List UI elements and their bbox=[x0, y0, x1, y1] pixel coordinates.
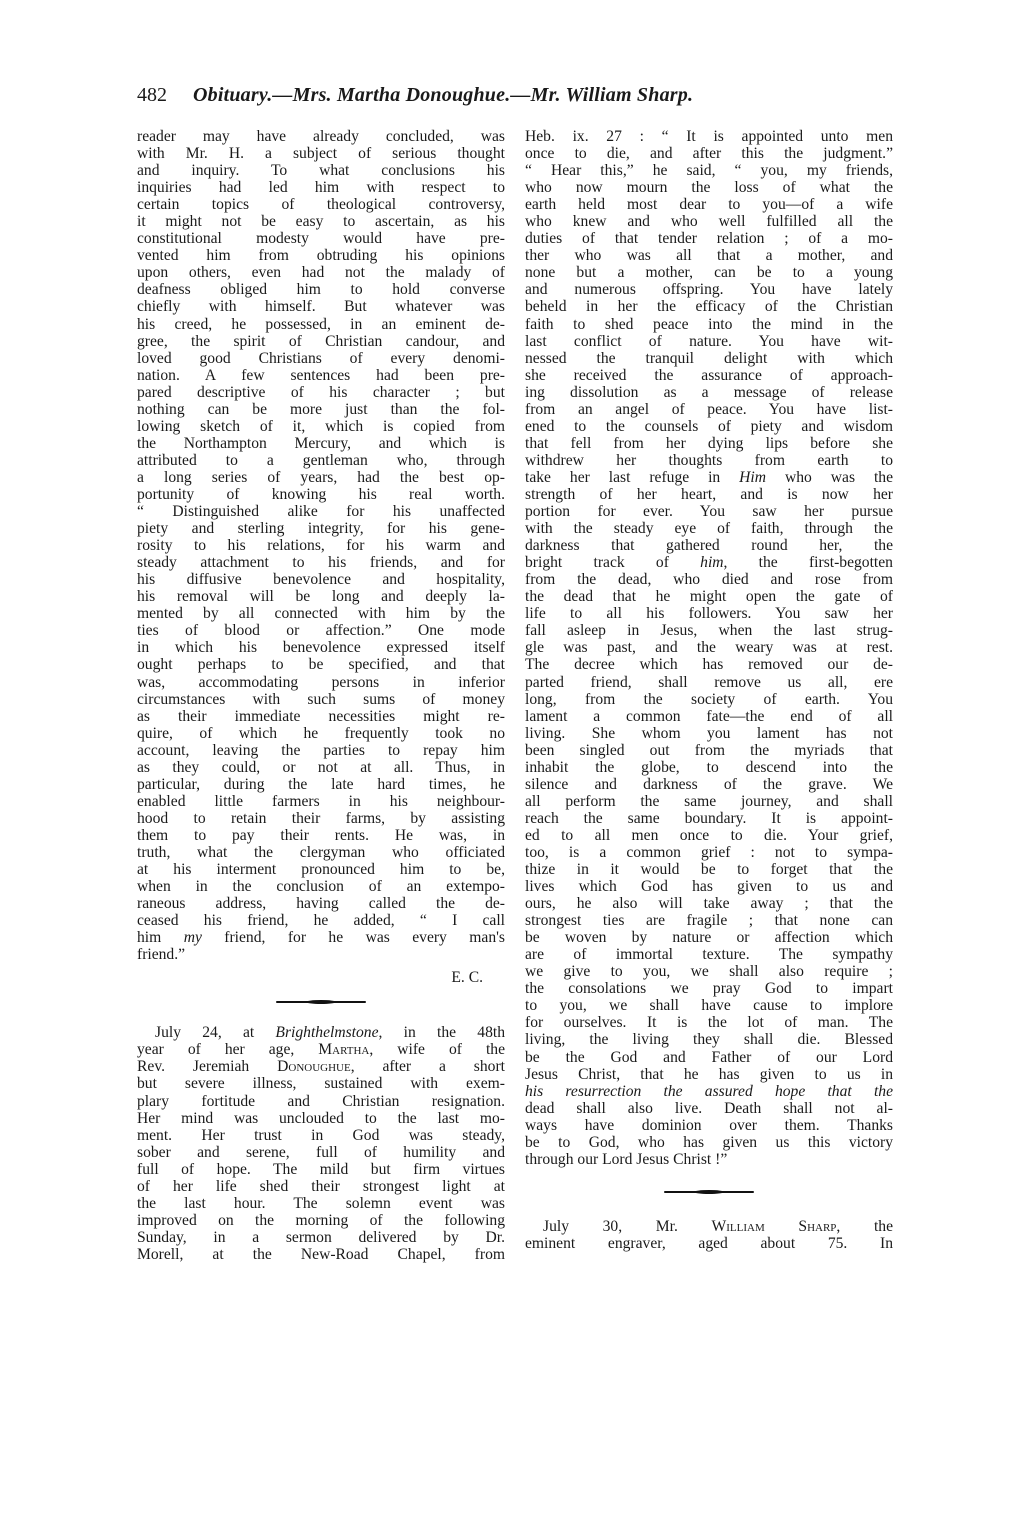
text-line: life to all his followers. You saw her bbox=[525, 605, 893, 623]
text-line: him my friend, for he was every man's bbox=[137, 929, 505, 947]
text-line: gree, the spirit of Christian candour, and bbox=[137, 332, 505, 350]
text-line: attributed to a gentleman who, through bbox=[137, 451, 505, 469]
text-line: earth held most dear to you—of a wife bbox=[525, 196, 893, 214]
text-line: faith to shed peace into the mind in the bbox=[525, 315, 893, 333]
text-line: his diffusive benevolence and hospitality, bbox=[137, 571, 505, 589]
text-line: eminent engraver, aged about 75. In bbox=[525, 1234, 893, 1252]
text-line: we give to you, we shall also require ; bbox=[525, 963, 893, 981]
text-line: reach the same boundary. It is appoint- bbox=[525, 809, 893, 827]
text-line: portunity of knowing his real worth. bbox=[137, 485, 505, 503]
text-line: was, accommodating persons in inferior bbox=[137, 673, 505, 691]
text-line: lament a common fate—the end of all bbox=[525, 707, 893, 725]
obituary-martha-first-line: July 24, at Brighthelmstone, in the 48th bbox=[155, 1024, 505, 1042]
page-number: 482 bbox=[137, 84, 167, 106]
text-line: account, leaving the parties to repay him bbox=[137, 741, 505, 759]
right-column bbox=[525, 128, 893, 1252]
text-line: nation. A few sentences had been pre- bbox=[137, 366, 505, 384]
text-line: a long series of years, had the best op- bbox=[137, 468, 505, 486]
running-header bbox=[137, 84, 897, 110]
left-column bbox=[137, 128, 505, 1263]
text-line: duties of that tender relation ; of a mo- bbox=[525, 230, 893, 248]
text-line: “ Hear this,” he said, “ you, my friends, bbox=[525, 162, 893, 180]
text-line: July 30, Mr. William Sharp, the bbox=[543, 1217, 893, 1235]
text-line: steady attachment to his friends, and for bbox=[137, 554, 505, 572]
text-line: strongest ties are fragile ; that none can bbox=[525, 912, 893, 930]
text-line: from the dead, who died and rose from bbox=[525, 571, 893, 589]
text-line: when in the conclusion of an extempo- bbox=[137, 878, 505, 896]
text-line: once to die, and after this the judgment.” bbox=[525, 145, 893, 163]
text-line: be to God, who has given us this victory bbox=[525, 1133, 893, 1151]
text-line: of her life shed their strongest light at bbox=[137, 1177, 505, 1195]
text-line: gle was past, and the weary was at rest. bbox=[525, 639, 893, 657]
text-line: ours, he also will take away ; that the bbox=[525, 895, 893, 913]
text-line: who knew and who well fulfilled all the bbox=[525, 213, 893, 231]
text-line: it might not be easy to ascertain, as his bbox=[137, 213, 505, 231]
text-line: enabled little farmers in his neighbour- bbox=[137, 792, 505, 810]
text-line: living. She whom you lament has not bbox=[525, 724, 893, 742]
text-line: plary fortitude and Christian resignation. bbox=[137, 1092, 505, 1110]
text-line: piety and sterling integrity, for his gene- bbox=[137, 520, 505, 538]
text-line: constitutional modesty would have pre- bbox=[137, 230, 505, 248]
text-line: beheld in her the efficacy of the Christian bbox=[525, 298, 893, 316]
text-line: Her mind was unclouded to the last mo- bbox=[137, 1109, 505, 1127]
text-line: full of hope. The mild but firm virtues bbox=[137, 1160, 505, 1178]
text-line: truth, what the clergyman who officiated bbox=[137, 843, 505, 861]
text-line: Jesus Christ, that he has given to us in bbox=[525, 1065, 893, 1083]
text-line: certain topics of theological controversy, bbox=[137, 196, 505, 214]
text-line: his creed, he possessed, in an eminent de- bbox=[137, 315, 505, 333]
text-line: to you, we shall have cause to implore bbox=[525, 997, 893, 1015]
text-line: year of her age, Martha, wife of the bbox=[137, 1041, 505, 1059]
text-line: as they could, or not at all. Thus, in bbox=[137, 758, 505, 776]
text-line: his removal will be long and deeply la- bbox=[137, 588, 505, 606]
text-line: hood to retain their farms, by assisting bbox=[137, 809, 505, 827]
text-line: his resurrection the assured hope that the bbox=[525, 1082, 893, 1100]
text-line: and numerous offspring. You have lately bbox=[525, 281, 893, 299]
text-line: chiefly with himself. But whatever was bbox=[137, 298, 505, 316]
text-line: dead shall also live. Death shall not al- bbox=[525, 1099, 893, 1117]
text-line: that fell from her dying lips before she bbox=[525, 434, 893, 452]
text-line: vented him from obtruding his opinions bbox=[137, 247, 505, 265]
text-line: fall asleep in Jesus, when the last strug- bbox=[525, 622, 893, 640]
text-line: for ourselves. It is the lot of man. The bbox=[525, 1014, 893, 1032]
text-line: the last hour. The solemn event was bbox=[137, 1194, 505, 1212]
text-line: the Northampton Mercury, and which is bbox=[137, 434, 505, 452]
text-line: she received the assurance of approach- bbox=[525, 366, 893, 384]
text-line: portion for ever. You saw her pursue bbox=[525, 503, 893, 521]
text-line: withdrew her thoughts from earth to bbox=[525, 451, 893, 469]
signature: E. C. bbox=[451, 969, 483, 987]
text-line: lives which God has given to us and bbox=[525, 878, 893, 896]
text-line: long, from the society of earth. You bbox=[525, 690, 893, 708]
text-line: sober and serene, full of humility and bbox=[137, 1143, 505, 1161]
place-name: Brighthelmstone bbox=[275, 1024, 379, 1042]
text-line: last conflict of nature. You have wit- bbox=[525, 332, 893, 350]
text-line: inquiries had led him with respect to bbox=[137, 179, 505, 197]
text-line: are of immortal texture. The sympathy bbox=[525, 946, 893, 964]
text-line: with Mr. H. a subject of serious thought bbox=[137, 145, 505, 163]
text-line: ed to all men once to die. Your grief, bbox=[525, 826, 893, 844]
text-line: Sunday, in a sermon delivered by Dr. bbox=[137, 1228, 505, 1246]
text-line: Morell, at the New-Road Chapel, from bbox=[137, 1245, 505, 1263]
text-line: circumstances with such sums of money bbox=[137, 690, 505, 708]
text-line: living, the living they shall die. Blessed bbox=[525, 1031, 893, 1049]
text-line: lowing sketch of it, which is copied from bbox=[137, 417, 505, 435]
text-line: as their immediate necessities might re- bbox=[137, 707, 505, 725]
text-line: ened to the counsels of piety and wisdom bbox=[525, 417, 893, 435]
text-line: ought perhaps to be specified, and that bbox=[137, 656, 505, 674]
text-line: nessed the tranquil delight with which bbox=[525, 349, 893, 367]
text-line: and inquiry. To what conclusions his bbox=[137, 162, 505, 180]
text-line: “ Distinguished alike for his unaffected bbox=[137, 503, 505, 521]
text-line: been singled out from the myriads that bbox=[525, 741, 893, 759]
text-line: raneous address, having called the de- bbox=[137, 895, 505, 913]
text-line: inhabit the globe, to descend into the bbox=[525, 758, 893, 776]
text-line: Heb. ix. 27 : “ It is appointed unto men bbox=[525, 128, 893, 145]
text-line: improved on the morning of the following bbox=[137, 1211, 505, 1229]
text-line: ties of blood or affection.” One mode bbox=[137, 622, 505, 640]
text-line: in which his benevolence expressed itself bbox=[137, 639, 505, 657]
text-line: strength of her heart, and is now her bbox=[525, 485, 893, 503]
text-line: rosity to his relations, for his warm and bbox=[137, 537, 505, 555]
text-line: mented by all connected with him by the bbox=[137, 605, 505, 623]
text-line: quire, of which he frequently took no bbox=[137, 724, 505, 742]
text-line: friend.” bbox=[137, 946, 186, 964]
text-line: too, is a common grief : not to sympa- bbox=[525, 843, 893, 861]
text-line: ment. Her trust in God was steady, bbox=[137, 1126, 505, 1144]
section-divider bbox=[664, 1190, 754, 1194]
text-line: upon others, even had not the malady of bbox=[137, 264, 505, 282]
text-line: particular, during the late hard times, he bbox=[137, 775, 505, 793]
text-line: the consolations we pray God to impart bbox=[525, 980, 893, 998]
text-line: at his interment pronounced him to be, bbox=[137, 861, 505, 879]
text-line: ceased his friend, he added, “ I call bbox=[137, 912, 505, 930]
text-line: bright track of him, the first-begotten bbox=[525, 554, 893, 572]
text-line: parted friend, shall remove us all, ere bbox=[525, 673, 893, 691]
text-line: through our Lord Jesus Christ !” bbox=[525, 1150, 728, 1168]
text-line: all perform the same journey, and shall bbox=[525, 792, 893, 810]
text-line: The decree which has removed our de- bbox=[525, 656, 893, 674]
text-line: be the God and Father of our Lord bbox=[525, 1048, 893, 1066]
text-line: from an angel of peace. You have list- bbox=[525, 400, 893, 418]
text-line: loved good Christians of every denomi- bbox=[137, 349, 505, 367]
text-line: be woven by nature or affection which bbox=[525, 929, 893, 947]
text-line: nothing can be more just than the fol- bbox=[137, 400, 505, 418]
text-line: none but a mother, can be to a young bbox=[525, 264, 893, 282]
text-line: pared descriptive of his character ; but bbox=[137, 383, 505, 401]
text-line: thize in it would be to forget that the bbox=[525, 861, 893, 879]
text-line: them to pay their rents. He was, in bbox=[137, 826, 505, 844]
text-line: but severe illness, sustained with exem- bbox=[137, 1075, 505, 1093]
text-line: ways have dominion over them. Thanks bbox=[525, 1116, 893, 1134]
text-line: deafness obliged him to hold converse bbox=[137, 281, 505, 299]
running-title: Obituary.—Mrs. Martha Donoughue.—Mr. William Sharp. bbox=[193, 84, 694, 106]
text-line: with the steady eye of faith, through the bbox=[525, 520, 893, 538]
text-line: ther who was all that a mother, and bbox=[525, 247, 893, 265]
text-line: ing dissolution as a message of release bbox=[525, 383, 893, 401]
text-line: reader may have already concluded, was bbox=[137, 128, 505, 145]
text-line: take her last refuge in Him who was the bbox=[525, 468, 893, 486]
section-divider bbox=[276, 1000, 366, 1004]
text-line: Rev. Jeremiah Donoughue, after a short bbox=[137, 1058, 505, 1076]
text-line: who now mourn the loss of what the bbox=[525, 179, 893, 197]
text-line: the dead that he might open the gate of bbox=[525, 588, 893, 606]
text-line: silence and darkness of the grave. We bbox=[525, 775, 893, 793]
text-line: darkness that gathered round her, the bbox=[525, 537, 893, 555]
